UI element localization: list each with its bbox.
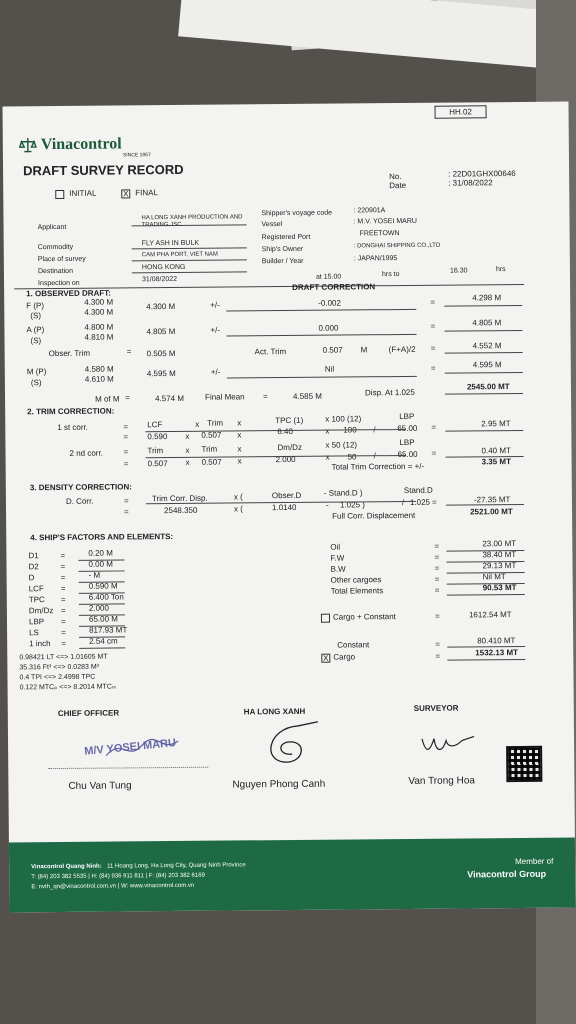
disp-value: 2545.00 MT	[466, 382, 510, 392]
constant-label: Constant	[337, 640, 370, 650]
conversion-line: 0.98421 LT <=> 1.01605 MT	[19, 653, 108, 662]
company-label: HA LONG XANH	[243, 706, 306, 717]
factor-value: 0.20 M	[88, 548, 113, 558]
a-result: 4.805 M	[472, 318, 502, 328]
disp-label: Disp. At 1.025	[364, 387, 415, 398]
lcf-value: 0.590	[147, 432, 168, 442]
equals-sign: =	[60, 594, 66, 604]
cargo-value: 1532.13 MT	[475, 648, 519, 658]
cargo-constant-value: 1612.54 MT	[468, 610, 512, 620]
owner-value: : DONGHAI SHIPPING CO.,LTD	[353, 242, 441, 250]
obser-trim-value: 0.505 M	[146, 348, 176, 359]
trim-corr-disp-label: Trim Corr. Disp.	[151, 493, 208, 504]
underline	[447, 594, 525, 596]
total-trim-label: Total Trim Correction = +/-	[331, 461, 425, 472]
ships-factors-title: 4. SHIP'S FACTORS AND ELEMENTS:	[30, 532, 174, 543]
element-label: Other cargoes	[330, 575, 382, 585]
factor-value: 65.00 M	[88, 614, 118, 624]
applicant-label: Applicant	[37, 223, 67, 232]
element-value: Nil MT	[482, 572, 506, 582]
trim-value: 0.507	[201, 457, 222, 467]
element-label: B.W	[330, 564, 346, 574]
lbp-label: LBP	[399, 411, 415, 422]
f-result: 4.298 M	[472, 293, 502, 303]
lbp2-value: 65.00	[397, 449, 418, 460]
scale-logo-icon	[19, 136, 37, 154]
cargo-constant-label: Cargo + Constant	[332, 612, 396, 622]
inspection-label: Inspection on	[38, 279, 80, 288]
no-value: : 22D01GHX00646	[448, 169, 516, 179]
cargo-label: Cargo	[333, 652, 356, 662]
trim1-value: 0.507	[201, 430, 222, 440]
footer-member: Member of	[515, 856, 554, 867]
x50-label: x 50 (12)	[325, 440, 358, 450]
mom-label: M of M	[95, 394, 120, 404]
equals-sign: =	[434, 563, 440, 573]
fs-value: 4.300 M	[84, 307, 114, 317]
vessel-value: : M.V. YOSEI MARU	[353, 217, 417, 226]
trim-value: 0.507	[147, 459, 168, 469]
cargo-constant-checkbox[interactable]	[321, 614, 330, 623]
ap-label: A (P)	[26, 325, 45, 335]
brand-name: Vinacontrol	[40, 135, 122, 154]
cargo-checkbox[interactable]: X	[323, 653, 329, 663]
stand-d-label: - Stand.D )	[323, 488, 363, 498]
factor-label: LBP	[28, 617, 45, 627]
ship-stamp: M/V YOSEI MARU	[83, 737, 177, 758]
as-label: (S)	[30, 336, 42, 346]
equals-sign: =	[434, 552, 440, 562]
factor-label: LCF	[28, 584, 44, 594]
destination-label: Destination	[37, 267, 73, 276]
registered-port-label: Registered Port	[261, 233, 311, 242]
chief-officer-name: Chu Van Tung	[68, 780, 132, 792]
element-label: Total Elements	[330, 586, 384, 596]
survey-document: HH.02 Vinacontrol SINCE 1957 DRAFT SURVEY RECORD INITIAL X FINAL No. : 22D01GHX00646 Date : 31/08/2022 Applicant HA LONG XANH PRODUCTION AND TRADING JSC Commodity FLY ASH IN BULK Place of survey CAM PHA PORT, VIET NAM Destination HONG KONG Inspection on 31/08/2022 Shipper's voyage code : 220901A Vessel : M.V. YOSEI MARU Registered Port FREETOWN Ship's Owner : DONGHAI SHIPPING CO.,LTD Builder / Year : JAPAN/1995 at 15.00 hrs to 16.30 hrs 1. OBSERVED DRAFT: DRAFT CORRECTION F (P) (S) 4.300 M 4.300 M 4.300 M +/- -0.002 = 4.298 M A (P) (S) 4.800 M 4.810 M 4.805 M +/- 0.000 = 4.805 M Obser. Trim = 0.505 M Act. Trim 0.507 M (F+A)/2 = 4.552 M M (P) (S) 4.580 M 4.610 M 4.595 M +/- Nil = 4.595 M M of M = 4.574 M Final Mean = 4.585 M Disp. At 1.025 2545.00 MT 2. TRIM CORRECTION: 1 st corr. = LCF x Trim x TPC (1) x 100 (12) LBP = 0.590 x 0.507 x 6.40 x 100 / 65.00 = 2.95 MT 2 nd corr. = Trim x Trim x Dm/Dz x 50 (12) LBP = 0.507 x 0.507 x 2.000 x 50 / 65.00 = 0.40 MT Total Trim Correction = +/- 3.35 MT 3. DENSITY CORRECTION: D. Corr. = Trim Corr. Disp. x ( Obser.D - Stand.D ) Stand.D = 2548.350 x ( 1.0140 - 1.025 ) / 1.025 = -27.35 MT Full Corr. Displacement 2521.00 MT 4. SHIP'S FACTORS AND ELEMENTS: D1 = 0.20 M D2 = 0.00 M D = - M LCF = 0.590 M TPC = 6.400 Ton Dm/Dz = 2.000 LBP = 65.00 M LS = 817.93 MT 1 inch = 2.54 cm 0.98421 LT <=> 1.01605 MT 35.316 Ft³ <=> 0.0283 M³ 0.4 TPI <=> 2.4998 TPC 0.122 MTCₚ <=> 8.2014 MTCₘ Oil = 23.00 MT F.W = 38.40 MT B.W = 29.13 MT Other cargoes = Nil MT Total Elements = 90.53 MT Cargo + Constant = 1612.54 MT Constant = 80.410 MT X Cargo = 1532.13 MT CHIEF OFFICER HA LONG XANH SURVEYOR M/V YOSEI MARU Chu Van Tung Nguyen Phong Canh Van Trong Hoa Vinacontrol Quang Ninh: 11 Hoang Long, Ha Long City, Quang Ninh Province T: (84) 203 382 5535 | H: (84) 936 911 811 | F: (84) 203 382 6169 E: nvth_qn@vinacontrol.com.vn | W: www.vinacontrol.com.vn Member of Vinacontrol Group	[2, 102, 575, 913]
footer-address: 11 Hoang Long, Ha Long City, Quang Ninh Province	[107, 862, 246, 870]
factor-label: 1 inch	[29, 639, 51, 649]
trim-corr2-result: 0.40 MT	[481, 446, 511, 456]
hrs-label: hrs	[495, 266, 506, 274]
qr-code	[506, 746, 542, 782]
date-value: : 31/08/2022	[448, 178, 493, 188]
conversion-line: 0.122 MTCₚ <=> 8.2014 MTCₘ	[19, 683, 117, 692]
ap-value: 4.800 M	[84, 322, 114, 332]
fa2-label: (F+A)/2	[388, 344, 416, 355]
element-value: 23.00 MT	[482, 539, 517, 549]
factor-value: 2.54 cm	[89, 636, 118, 646]
trim-label: Trim	[207, 418, 224, 428]
element-value: 90.53 MT	[482, 583, 517, 593]
element-label: F.W	[330, 553, 345, 563]
full-corr-label: Full Corr. Displacement	[332, 510, 416, 521]
trim-corr1-result: 2.95 MT	[481, 419, 511, 429]
factor-value: 6.400 Ton	[88, 592, 124, 602]
tpc1-label: TPC (1)	[275, 415, 304, 426]
end-time: 16.30	[449, 267, 468, 275]
obser-trim-label: Obser. Trim	[48, 348, 91, 359]
factor-value: 0.00 M	[88, 559, 113, 569]
builder-value: : JAPAN/1995	[353, 255, 398, 263]
underline	[79, 570, 125, 571]
draft-correction-title: DRAFT CORRECTION	[292, 282, 376, 292]
factor-value: 2.000	[88, 603, 109, 613]
lbp1-value: 65.00	[397, 423, 418, 434]
density-correction-title: 3. DENSITY CORRECTION:	[29, 482, 132, 493]
no-label: No.	[389, 172, 402, 182]
act-trim-label: Act. Trim	[254, 347, 287, 357]
fp-value: 4.300 M	[84, 297, 114, 307]
a-mean: 4.805 M	[146, 326, 176, 337]
destination-value: HONG KONG	[141, 263, 186, 272]
commodity-label: Commodity	[37, 243, 74, 252]
dmdz-label: Dm/Dz	[277, 442, 302, 453]
place-value: CAM PHA PORT, VIET NAM	[141, 251, 218, 259]
act-trim-unit: M	[360, 345, 368, 355]
final-mean-label: Final Mean	[204, 392, 245, 402]
f-correction: -0.002	[318, 298, 341, 308]
underline	[132, 271, 247, 273]
brand-since: SINCE 1957	[122, 152, 151, 159]
first-corr-label: 1 st corr.	[57, 422, 89, 433]
act-trim-value: 0.507	[322, 345, 343, 355]
observed-draft-title: 1. OBSERVED DRAFT:	[26, 288, 111, 299]
a-correction: 0.000	[318, 323, 339, 333]
trim-corr-disp-value: 2548.350	[163, 505, 198, 516]
factor-label: TPC	[28, 595, 45, 605]
place-label: Place of survey	[37, 255, 86, 264]
trim-label: Trim	[201, 444, 218, 454]
f-mean: 4.300 M	[146, 301, 176, 312]
total-trim-value: 3.35 MT	[481, 457, 511, 467]
stand-d2-label: Stand.D	[403, 485, 433, 495]
initial-checkbox[interactable]	[55, 190, 64, 199]
ms-value: 4.610 M	[84, 374, 114, 384]
tpc-value: 6.40	[277, 426, 293, 437]
as-value: 4.810 M	[84, 332, 114, 342]
fifty-value: 50	[347, 452, 357, 462]
equals-sign: =	[434, 585, 440, 595]
voyage-code-value: : 220901A	[353, 207, 386, 215]
chief-officer-label: CHIEF OFFICER	[57, 708, 120, 719]
trim-correction-title: 2. TRIM CORRECTION:	[27, 406, 115, 417]
equals-sign: =	[434, 541, 440, 551]
dcorr-label: D. Corr.	[65, 496, 94, 506]
factor-label: LS	[29, 628, 39, 638]
stand-d2-value: 1.025	[409, 497, 431, 507]
surveyor-signature	[418, 730, 478, 759]
dmdz-value: 2.000	[275, 454, 296, 465]
element-value: 38.40 MT	[482, 550, 517, 560]
equals-sign: =	[60, 572, 66, 582]
fs-label: (S)	[30, 311, 42, 321]
hundred-value: 100	[343, 425, 357, 435]
underline	[79, 647, 125, 648]
factor-value: - M	[88, 570, 101, 580]
obser-d-value: 1.0140	[271, 502, 297, 513]
fa2-value: 4.552 M	[472, 341, 502, 351]
equals-sign: =	[60, 616, 66, 626]
pm-sign: +/-	[210, 325, 221, 335]
footer-company: Vinacontrol Quang Ninh:	[31, 863, 102, 871]
company-rep-name: Nguyen Phong Canh	[232, 778, 326, 791]
equals-sign: =	[60, 561, 66, 571]
m-correction: Nil	[324, 364, 335, 374]
m-result: 4.595 M	[472, 360, 502, 370]
density-corr-result: -27.35 MT	[473, 495, 511, 505]
lbp-label: LBP	[399, 437, 415, 448]
mom-value: 4.574 M	[155, 393, 184, 404]
footer-group: Vinacontrol Group	[467, 868, 547, 880]
fp-label: F (P)	[26, 301, 45, 311]
ms-label: (S)	[30, 378, 42, 388]
pm-sign: +/-	[210, 367, 221, 377]
inspection-time: at 15.00	[315, 273, 342, 281]
equals-sign: =	[61, 638, 66, 648]
x100-label: x 100 (12)	[325, 414, 362, 424]
trim-label: Trim	[147, 446, 164, 456]
conversion-line: 35.316 Ft³ <=> 0.0283 M³	[19, 663, 99, 672]
equals-sign: =	[434, 574, 440, 584]
underline	[132, 247, 247, 249]
vessel-label: Vessel	[261, 221, 283, 229]
constant-value: 80.410 MT	[477, 636, 516, 646]
voyage-code-label: Shipper's voyage code	[261, 209, 333, 218]
chief-officer-signature	[102, 733, 182, 764]
second-corr-label: 2 nd corr.	[69, 448, 103, 458]
equals-sign: =	[60, 550, 66, 560]
builder-label: Builder / Year	[261, 257, 304, 266]
full-corr-value: 2521.00 MT	[470, 507, 513, 517]
surveyor-name: Van Trong Hoa	[408, 775, 475, 787]
final-mean-value: 4.585 M	[292, 391, 322, 401]
equals-sign: =	[61, 627, 66, 637]
commodity-value: FLY ASH IN BULK	[141, 239, 200, 248]
background-paper-sheet	[178, 0, 542, 68]
m-mean: 4.595 M	[146, 368, 176, 379]
date-label: Date	[389, 180, 407, 191]
factor-value: 0.590 M	[88, 581, 118, 591]
factor-label: D	[28, 573, 35, 583]
obser-d-label: Obser.D	[271, 490, 302, 501]
mp-label: M (P)	[26, 367, 47, 377]
element-label: Oil	[330, 542, 341, 552]
mp-value: 4.580 M	[84, 364, 114, 374]
surveyor-label: SURVEYOR	[413, 703, 459, 713]
owner-label: Ship's Owner	[261, 245, 304, 254]
pm-sign: +/-	[210, 300, 220, 310]
document-code: HH.02	[435, 105, 487, 118]
factor-label: D2	[28, 562, 39, 572]
hrs-to-label: hrs to	[381, 271, 400, 279]
factor-label: Dm/Dz	[28, 606, 54, 616]
footer-web: E: nvth_qn@vinacontrol.com.vn | W: www.vinacontrol.com.vn	[31, 882, 195, 891]
footer	[9, 838, 576, 913]
final-checkbox[interactable]: X	[123, 189, 129, 199]
registered-port-value: FREETOWN	[359, 230, 400, 238]
factor-value: 817.93 MT	[89, 625, 128, 635]
equals-sign: =	[60, 583, 66, 593]
footer-phones: T: (84) 203 382 5535 | H: (84) 936 911 811 | F: (84) 203 382 6169	[31, 872, 205, 881]
stand-d-value: 1.025 )	[339, 500, 365, 510]
inspection-value: 31/08/2022	[141, 275, 178, 284]
equals-sign: =	[60, 605, 66, 615]
underline	[132, 259, 247, 261]
initial-label: INITIAL	[69, 188, 97, 198]
element-value: 29.13 MT	[482, 561, 517, 571]
final-label: FINAL	[135, 188, 158, 198]
lcf-label: LCF	[147, 420, 163, 430]
factor-label: D1	[28, 551, 39, 561]
applicant-value: HA LONG XANH PRODUCTION AND TRADING JSC	[141, 214, 243, 228]
page-title: DRAFT SURVEY RECORD	[22, 161, 184, 179]
conversion-line: 0.4 TPI <=> 2.4998 TPC	[19, 673, 96, 682]
company-signature	[258, 720, 328, 771]
